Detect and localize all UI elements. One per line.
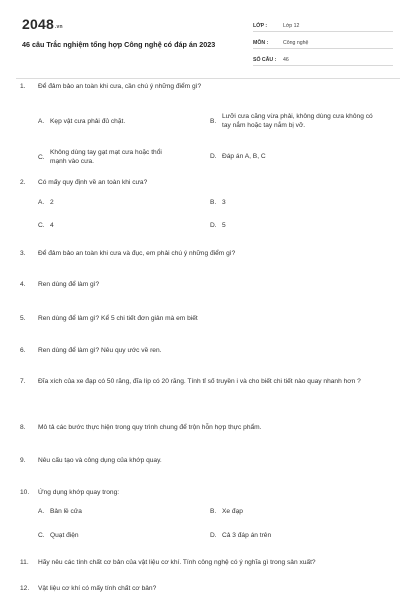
- option-key: A.: [38, 118, 45, 125]
- site-logo[interactable]: [22, 16, 63, 32]
- question-10: [20, 488, 380, 537]
- question-3: [20, 249, 380, 258]
- question-text: Mô tả các bước thực hiện trong quy trình chung để trộn hỗn hợp thực phẩm.: [38, 424, 262, 431]
- option-key: D.: [210, 532, 217, 539]
- question-number: 7.: [20, 378, 26, 385]
- option-text: Không dùng tay gạt mạt cưa hoặc thổi mạnh vào cưa.: [50, 149, 162, 165]
- question-7: [20, 377, 380, 386]
- question-text: Nêu cấu tạo và công dụng của khớp quay.: [38, 457, 162, 464]
- page-title: 46 câu Trắc nghiệm tổng hợp Công nghệ có đáp án 2023: [22, 40, 216, 49]
- question-number: 3.: [20, 250, 26, 257]
- option-c[interactable]: [38, 531, 190, 540]
- logo-text: 2048: [22, 16, 54, 32]
- question-12: [20, 584, 380, 593]
- question-number: 11.: [20, 559, 29, 566]
- option-text: Cả 3 đáp án trên: [222, 532, 272, 539]
- option-text: 3: [222, 199, 226, 206]
- question-number: 1.: [20, 83, 26, 90]
- option-a[interactable]: [38, 117, 190, 126]
- question-number: 2.: [20, 179, 26, 186]
- option-c[interactable]: [38, 221, 190, 230]
- question-text: Để đảm bảo an toàn khi cưa và đục, em phải chú ý những điểm gì?: [38, 250, 236, 257]
- question-text: Có mấy quy định về an toàn khi cưa?: [38, 179, 148, 186]
- meta-row-subject: [253, 35, 393, 49]
- question-number: 10.: [20, 489, 30, 496]
- document-header: [16, 10, 386, 72]
- meta-label: MÔN :: [253, 40, 269, 46]
- option-text: 4: [50, 222, 54, 229]
- meta-info: [253, 18, 393, 69]
- question-number: 12.: [20, 585, 30, 592]
- option-text: 2: [50, 199, 54, 206]
- option-key: C.: [38, 222, 45, 229]
- question-1: [20, 82, 380, 165]
- meta-label: SỐ CÂU :: [253, 57, 277, 63]
- question-text: Ứng dụng khớp quay trong:: [38, 489, 120, 496]
- question-11: [20, 558, 380, 567]
- meta-row-class: [253, 18, 393, 32]
- question-4: [20, 280, 380, 289]
- option-key: D.: [210, 222, 217, 229]
- question-number: 9.: [20, 457, 26, 464]
- question-number: 5.: [20, 315, 26, 322]
- meta-label: LỚP :: [253, 23, 268, 29]
- question-9: [20, 456, 380, 465]
- meta-value: Công nghệ: [283, 40, 309, 46]
- option-text: Lưỡi cưa căng vừa phải, không dùng cưa không có tay nắm hoặc tay nắm bị vỡ.: [222, 113, 373, 129]
- option-b[interactable]: [210, 198, 362, 207]
- option-text: Kẹp vật cưa phải đủ chặt.: [50, 118, 126, 125]
- option-text: Quạt điện: [50, 532, 79, 539]
- option-text: Đáp án A, B, C: [222, 153, 266, 160]
- meta-value: 46: [283, 57, 289, 63]
- option-text: 5: [222, 222, 226, 229]
- option-key: B.: [210, 508, 217, 515]
- option-b[interactable]: [210, 112, 374, 130]
- question-8: [20, 423, 380, 432]
- option-a[interactable]: [38, 507, 190, 516]
- question-text: Ren dùng để làm gì? Kể 5 chi tiết đơn giản mà em biết: [38, 315, 198, 322]
- option-c[interactable]: [38, 148, 178, 166]
- option-a[interactable]: [38, 198, 190, 207]
- option-d[interactable]: [210, 152, 362, 161]
- option-key: A.: [38, 508, 45, 515]
- options: [38, 91, 380, 165]
- question-number: 4.: [20, 281, 26, 288]
- option-key: B.: [210, 199, 217, 206]
- option-text: Xe đạp: [222, 508, 243, 515]
- options: [38, 497, 380, 537]
- question-5: [20, 314, 380, 323]
- option-d[interactable]: [210, 531, 362, 540]
- question-2: [20, 178, 380, 227]
- question-text: Ren dùng để làm gì? Nêu quy ước về ren.: [38, 347, 162, 354]
- option-b[interactable]: [210, 507, 362, 516]
- question-text: Vật liệu cơ khí có mấy tính chất cơ bản?: [38, 585, 157, 592]
- question-text: Ren dùng để làm gì?: [38, 281, 100, 288]
- logo-tld: .vn: [54, 24, 63, 30]
- option-key: B.: [210, 118, 217, 125]
- header-divider: [16, 78, 400, 79]
- options: [38, 187, 380, 227]
- option-key: A.: [38, 199, 45, 206]
- question-number: 6.: [20, 347, 26, 354]
- question-text: Đĩa xích của xe đạp có 50 răng, đĩa líp có 20 răng. Tính tỉ số truyền i và cho biết chi tiết nào quay nhanh hơn ?: [38, 378, 361, 385]
- option-key: D.: [210, 153, 217, 160]
- option-text: Bản lề cửa: [50, 508, 82, 515]
- question-text: Để đảm bảo an toàn khi cưa, cần chú ý những điểm gì?: [38, 83, 202, 90]
- meta-row-count: [253, 52, 393, 66]
- question-number: 8.: [20, 424, 26, 431]
- option-key: C.: [38, 154, 45, 161]
- question-6: [20, 346, 380, 355]
- option-key: C.: [38, 532, 45, 539]
- meta-value: Lớp 12: [283, 23, 300, 29]
- option-d[interactable]: [210, 221, 362, 230]
- question-text: Hãy nêu các tính chất cơ bản của vật liệu cơ khí. Tính công nghệ có ý nghĩa gì trong sản xuất?: [38, 559, 316, 566]
